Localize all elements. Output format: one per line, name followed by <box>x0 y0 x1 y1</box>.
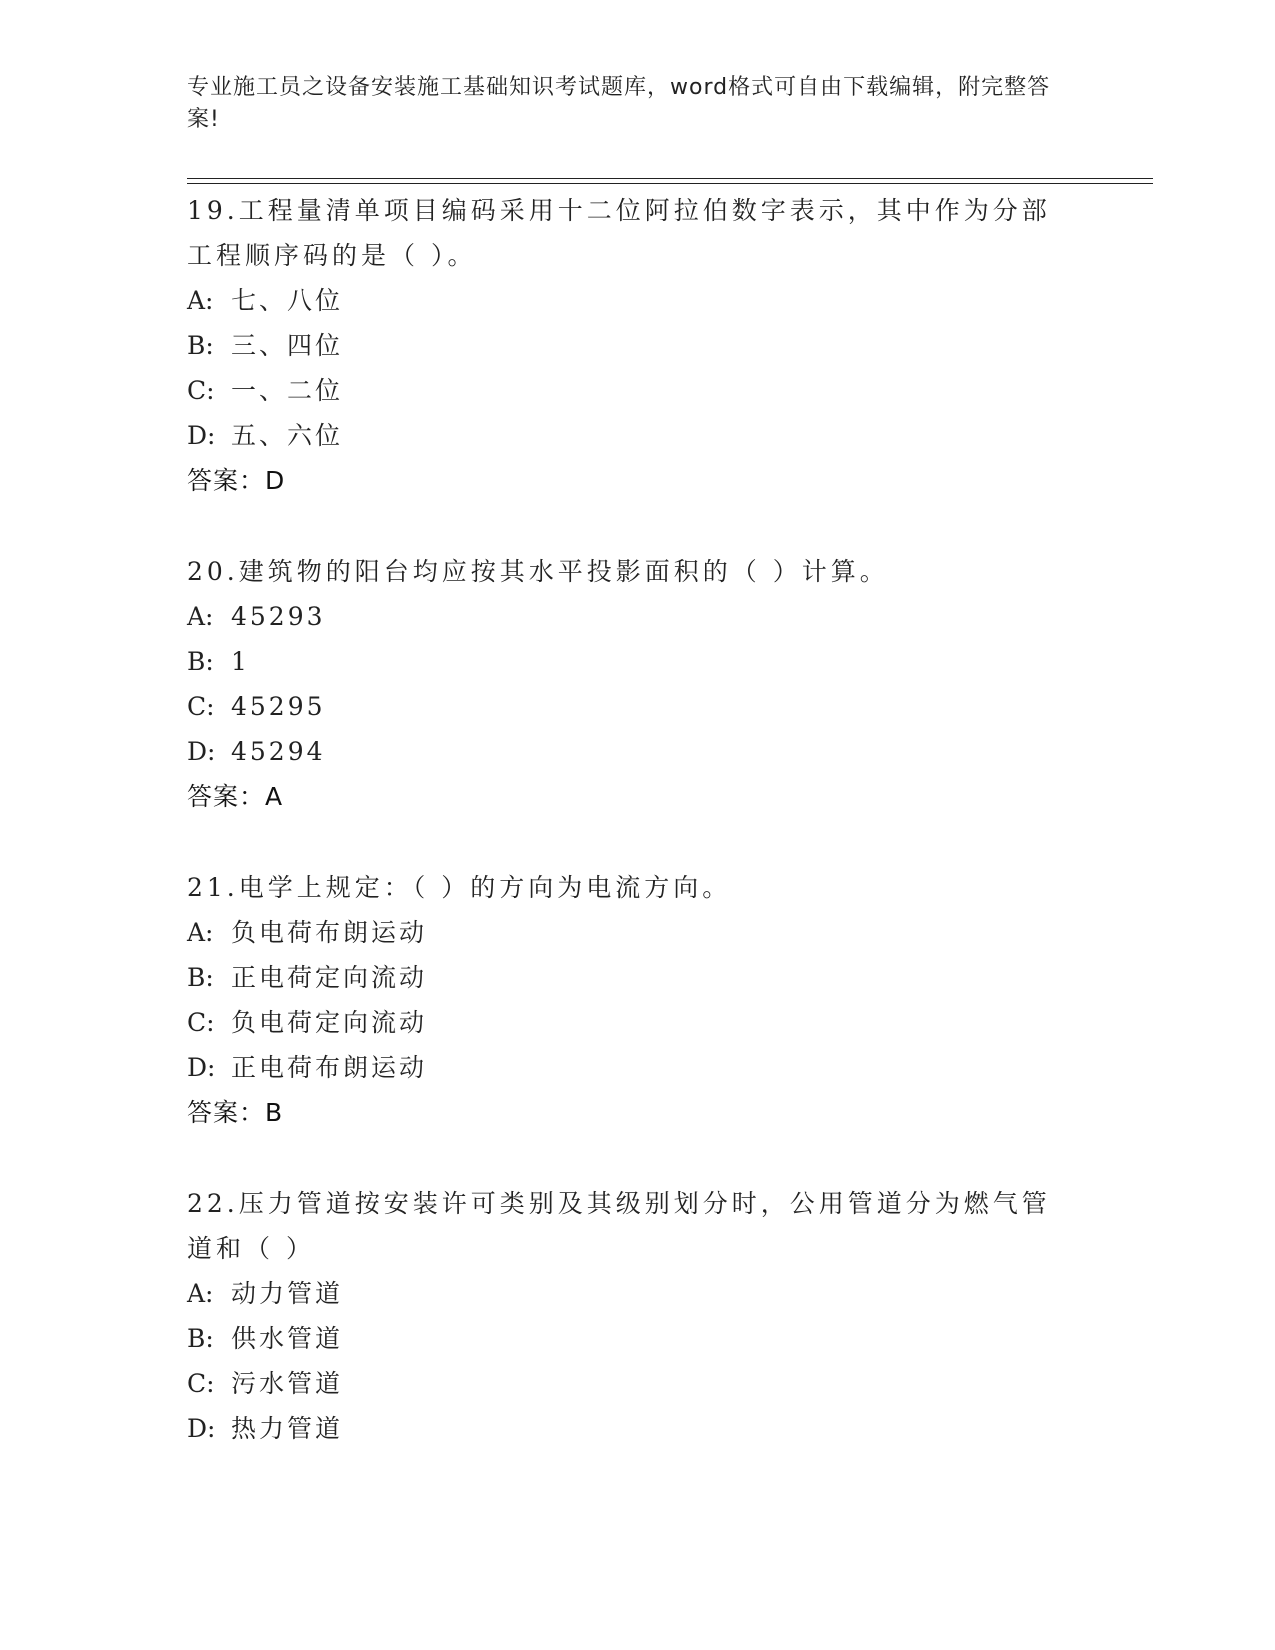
option-letter: D: <box>187 1053 216 1082</box>
option-letter: A: <box>187 918 214 947</box>
option-d <box>187 413 1087 458</box>
option-letter: C: <box>187 376 215 405</box>
option-letter: A: <box>187 286 214 315</box>
header-divider-top <box>187 178 1153 179</box>
option-a <box>187 594 1087 639</box>
option-text: 七、八位 <box>231 286 344 315</box>
question-19 <box>187 188 1087 503</box>
option-text: 45293 <box>231 602 326 631</box>
option-text: 一、二位 <box>231 376 344 405</box>
option-text: 热力管道 <box>231 1414 344 1443</box>
option-letter: B: <box>187 331 214 360</box>
option-text: 正电荷布朗运动 <box>231 1053 428 1082</box>
option-letter: D: <box>187 737 216 766</box>
option-text: 五、六位 <box>231 421 344 450</box>
option-a <box>187 278 1087 323</box>
option-c <box>187 1361 1087 1406</box>
question-21 <box>187 865 1087 1135</box>
option-text: 负电荷布朗运动 <box>231 918 428 947</box>
option-text: 45294 <box>231 737 326 766</box>
option-letter: A: <box>187 1279 214 1308</box>
option-b <box>187 323 1087 368</box>
option-text: 正电荷定向流动 <box>231 963 428 992</box>
option-letter: C: <box>187 1008 215 1037</box>
option-c <box>187 684 1087 729</box>
option-letter: D: <box>187 1414 216 1443</box>
answer-line: 答案：B <box>187 1098 284 1127</box>
option-d <box>187 729 1087 774</box>
question-stem: 20.建筑物的阳台均应按其水平投影面积的（ ）计算。 <box>187 557 889 586</box>
question-stem: 22.压力管道按安装许可类别及其级别划分时，公用管道分为燃气管道和（ ） <box>187 1189 1051 1263</box>
question-stem: 19.工程量清单项目编码采用十二位阿拉伯数字表示，其中作为分部工程顺序码的是（ ）。 <box>187 196 1051 270</box>
document-header: 专业施工员之设备安装施工基础知识考试题库，word格式可自由下载编辑，附完整答案! <box>187 75 1051 132</box>
option-c <box>187 1000 1087 1045</box>
option-text: 污水管道 <box>231 1369 344 1398</box>
option-text: 1 <box>231 647 250 676</box>
answer-line: 答案：A <box>187 782 284 811</box>
option-letter: D: <box>187 421 216 450</box>
option-b <box>187 1316 1087 1361</box>
option-c <box>187 368 1087 413</box>
option-text: 动力管道 <box>231 1279 344 1308</box>
option-d <box>187 1406 1087 1451</box>
option-text: 45295 <box>231 692 326 721</box>
question-list <box>187 188 1087 1497</box>
option-letter: C: <box>187 1369 215 1398</box>
question-20 <box>187 549 1087 819</box>
option-a <box>187 910 1087 955</box>
option-letter: C: <box>187 692 215 721</box>
option-letter: B: <box>187 1324 214 1353</box>
header-divider-bottom <box>187 183 1153 184</box>
option-b <box>187 955 1087 1000</box>
option-d <box>187 1045 1087 1090</box>
option-a <box>187 1271 1087 1316</box>
option-b <box>187 639 1087 684</box>
option-text: 负电荷定向流动 <box>231 1008 428 1037</box>
answer-line: 答案：D <box>187 466 286 495</box>
option-letter: A: <box>187 602 214 631</box>
question-22 <box>187 1181 1087 1451</box>
option-letter: B: <box>187 647 214 676</box>
question-stem: 21.电学上规定：（ ）的方向为电流方向。 <box>187 873 732 902</box>
option-text: 三、四位 <box>231 331 344 360</box>
option-text: 供水管道 <box>231 1324 344 1353</box>
option-letter: B: <box>187 963 214 992</box>
